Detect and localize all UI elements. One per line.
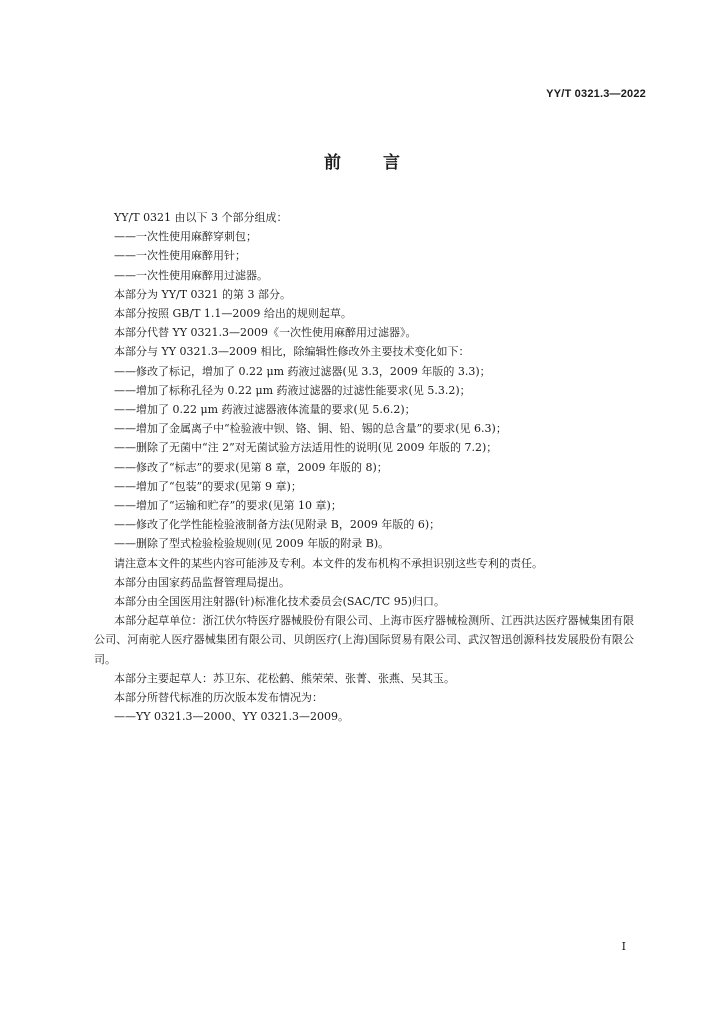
list-item: ——一次性使用麻醉用针； [114,249,246,263]
list-item: ——一次性使用麻醉穿刺包； [114,230,257,244]
text-line: 本部分由全国医用注射器(针)标准化技术委员会(SAC/TC 95)归口。 [114,595,446,609]
list-item: ——YY 0321.3—2000、YY 0321.3—2009。 [114,710,350,724]
text-line: 本部分与 YY 0321.3—2009 相比，除编辑性修改外主要技术变化如下： [114,345,470,359]
list-item: ——增加了金属离子中“检验液中钡、铬、铜、铅、锡的总含量”的要求(见 6.3)； [114,422,507,436]
list-item: ——修改了化学性能检验液制备方法(见附录 B，2009 年版的 6)； [114,518,441,532]
list-item: ——增加了“运输和贮存”的要求(见第 10 章)； [114,499,342,513]
text-line: 本部分所替代标准的历次版本发布情况为： [114,691,323,705]
list-item: ——增加了“包装”的要求(见第 9 章)； [114,479,302,493]
list-item: ——增加了标称孔径为 0.22 μm 药液过滤器的过滤性能要求(见 5.3.2)； [114,383,471,397]
text-line: 本部分代替 YY 0321.3—2009《一次性使用麻醉用过滤器》。 [114,326,417,340]
page-title: 前言 [324,153,442,173]
list-item: ——一次性使用麻醉用过滤器。 [114,268,268,282]
drafting-units-paragraph: 本部分起草单位：浙江伏尔特医疗器械股份有限公司、上海市医疗器械检测所、江西洪达医疗器械集团有限公司、河南驼人医疗器械集团有限公司、贝朗医疗(上海)国际贸易有限公司、武汉智迅创源科技发展股份有限公司。 [94,614,634,666]
standard-code: YY/T 0321.3—2022 [546,88,646,100]
list-item: ——修改了“标志”的要求(见第 8 章，2009 年版的 8)； [114,460,388,474]
text-line: 本部分按照 GB/T 1.1—2009 给出的规则起草。 [114,307,352,321]
text-line: 本部分主要起草人：苏卫东、花松鹤、熊荣荣、张菁、张燕、吴其玉。 [114,671,455,685]
list-item: ——删除了型式检验检验规则(见 2009 年版的附录 B)。 [114,537,390,551]
foreword-body [94,208,634,726]
page-number: I [621,940,626,953]
text-line: 请注意本文件的某些内容可能涉及专利。本文件的发布机构不承担识别这些专利的责任。 [114,556,543,570]
list-item: ——增加了 0.22 μm 药液过滤器液体流量的要求(见 5.6.2)； [114,403,416,417]
list-item: ——修改了标记，增加了 0.22 μm 药液过滤器(见 3.3，2009 年版的 3.3)； [114,364,491,378]
text-line: 本部分为 YY/T 0321 的第 3 部分。 [114,287,292,301]
list-item: ——删除了无菌中“注 2”对无菌试验方法适用性的说明(见 2009 年版的 7.2)； [114,441,498,455]
text-line: 本部分由国家药品监督管理局提出。 [114,575,290,589]
text-line: YY/T 0321 由以下 3 个部分组成： [114,211,288,224]
